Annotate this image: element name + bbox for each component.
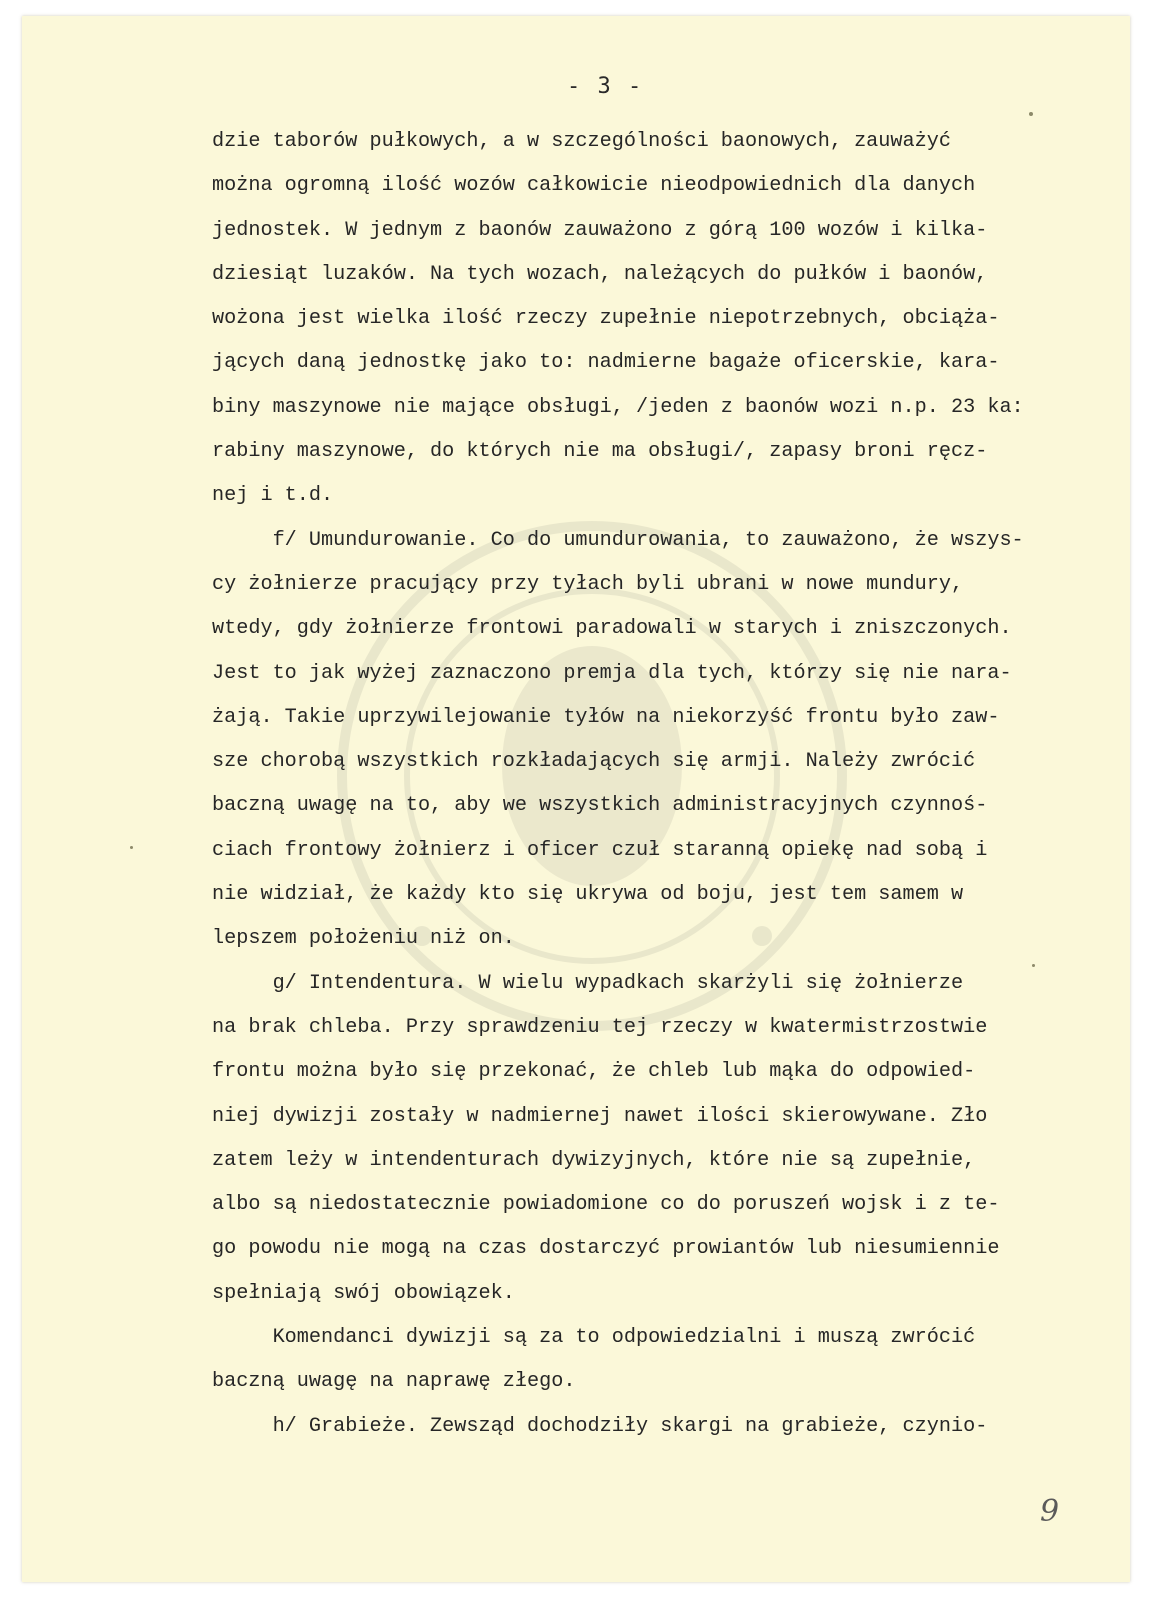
- text-line: jących daną jednostkę jako to: nadmierne bagaże oficerskie, kara-: [212, 351, 1000, 375]
- text-line: albo są niedostatecznie powiadomione co do poruszeń wojsk i z te-: [212, 1193, 1000, 1217]
- text-line: biny maszynowe nie mające obsługi, /jeden z baonów wozi n.p. 23 ka:: [212, 395, 1024, 419]
- text-line: żają. Takie uprzywilejowanie tyłów na niekorzyść frontu było zaw-: [212, 705, 1000, 729]
- text-line: sze chorobą wszystkich rozkładających się armji. Należy zwrócić: [212, 750, 976, 774]
- text-line: cy żołnierze pracujący przy tyłach byli ubrani w nowe mundury,: [212, 572, 964, 596]
- handwritten-archive-number: 9: [1040, 1494, 1060, 1529]
- paper-speck: [1032, 964, 1035, 967]
- text-line: rabiny maszynowe, do których nie ma obsługi/, zapasy broni ręcz-: [212, 440, 988, 464]
- text-line: niej dywizji zostały w nadmiernej nawet ilości skierowywane. Zło: [212, 1104, 988, 1128]
- text-line: dziesiąt luzaków. Na tych wozach, należących do pułków i baonów,: [212, 262, 988, 286]
- text-line: spełniają swój obowiązek.: [212, 1281, 515, 1305]
- text-line: ciach frontowy żołnierz i oficer czuł staranną opiekę nad sobą i: [212, 838, 988, 862]
- text-line: zatem leży w intendenturach dywizyjnych, które nie są zupełnie,: [212, 1148, 976, 1172]
- text-line: wożona jest wielka ilość rzeczy zupełnie niepotrzebnych, obciąża-: [212, 307, 1000, 331]
- text-line: lepszem położeniu niż on.: [212, 927, 515, 951]
- text-line: jednostek. W jednym z baonów zauważono z górą 100 wozów i kilka-: [212, 218, 988, 242]
- paper-speck: [130, 846, 133, 849]
- page-number: - 3 -: [567, 74, 644, 99]
- text-line: Jest to jak wyżej zaznaczono premja dla tych, którzy się nie nara-: [212, 661, 1012, 685]
- text-line: nie widział, że każdy kto się ukrywa od boju, jest tem samem w: [212, 883, 964, 907]
- text-line: frontu można było się przekonać, że chleb lub mąka do odpowied-: [212, 1060, 976, 1084]
- typewritten-body: [212, 120, 1102, 1449]
- text-line: go powodu nie mogą na czas dostarczyć prowiantów lub niesumiennie: [212, 1237, 1000, 1261]
- paper-speck: [1029, 112, 1033, 116]
- text-line: można ogromną ilość wozów całkowicie nieodpowiednich dla danych: [212, 174, 976, 198]
- text-line: wtedy, gdy żołnierze frontowi paradowali w starych i zniszczonych.: [212, 617, 1012, 641]
- text-line: Komendanci dywizji są za to odpowiedzialni i muszą zwrócić: [212, 1326, 976, 1350]
- text-line: na brak chleba. Przy sprawdzeniu tej rzeczy w kwatermistrzostwie: [212, 1015, 988, 1039]
- text-line: nej i t.d.: [212, 484, 334, 508]
- paragraph-g-heading-line: g/ Intendentura. W wielu wypadkach skarżyli się żołnierze: [212, 971, 964, 995]
- document-page: [22, 16, 1130, 1582]
- paragraph-h-heading-line: h/ Grabieże. Zewsząd dochodziły skargi na grabieże, czynio-: [212, 1414, 988, 1438]
- text-line: baczną uwagę na naprawę złego.: [212, 1370, 576, 1394]
- text-line: dzie taborów pułkowych, a w szczególności baonowych, zauważyć: [212, 130, 951, 153]
- paragraph-f-heading-line: f/ Umundurowanie. Co do umundurowania, to zauważono, że wszys-: [212, 528, 1024, 552]
- text-line: baczną uwagę na to, aby we wszystkich administracyjnych czynnoś-: [212, 794, 988, 818]
